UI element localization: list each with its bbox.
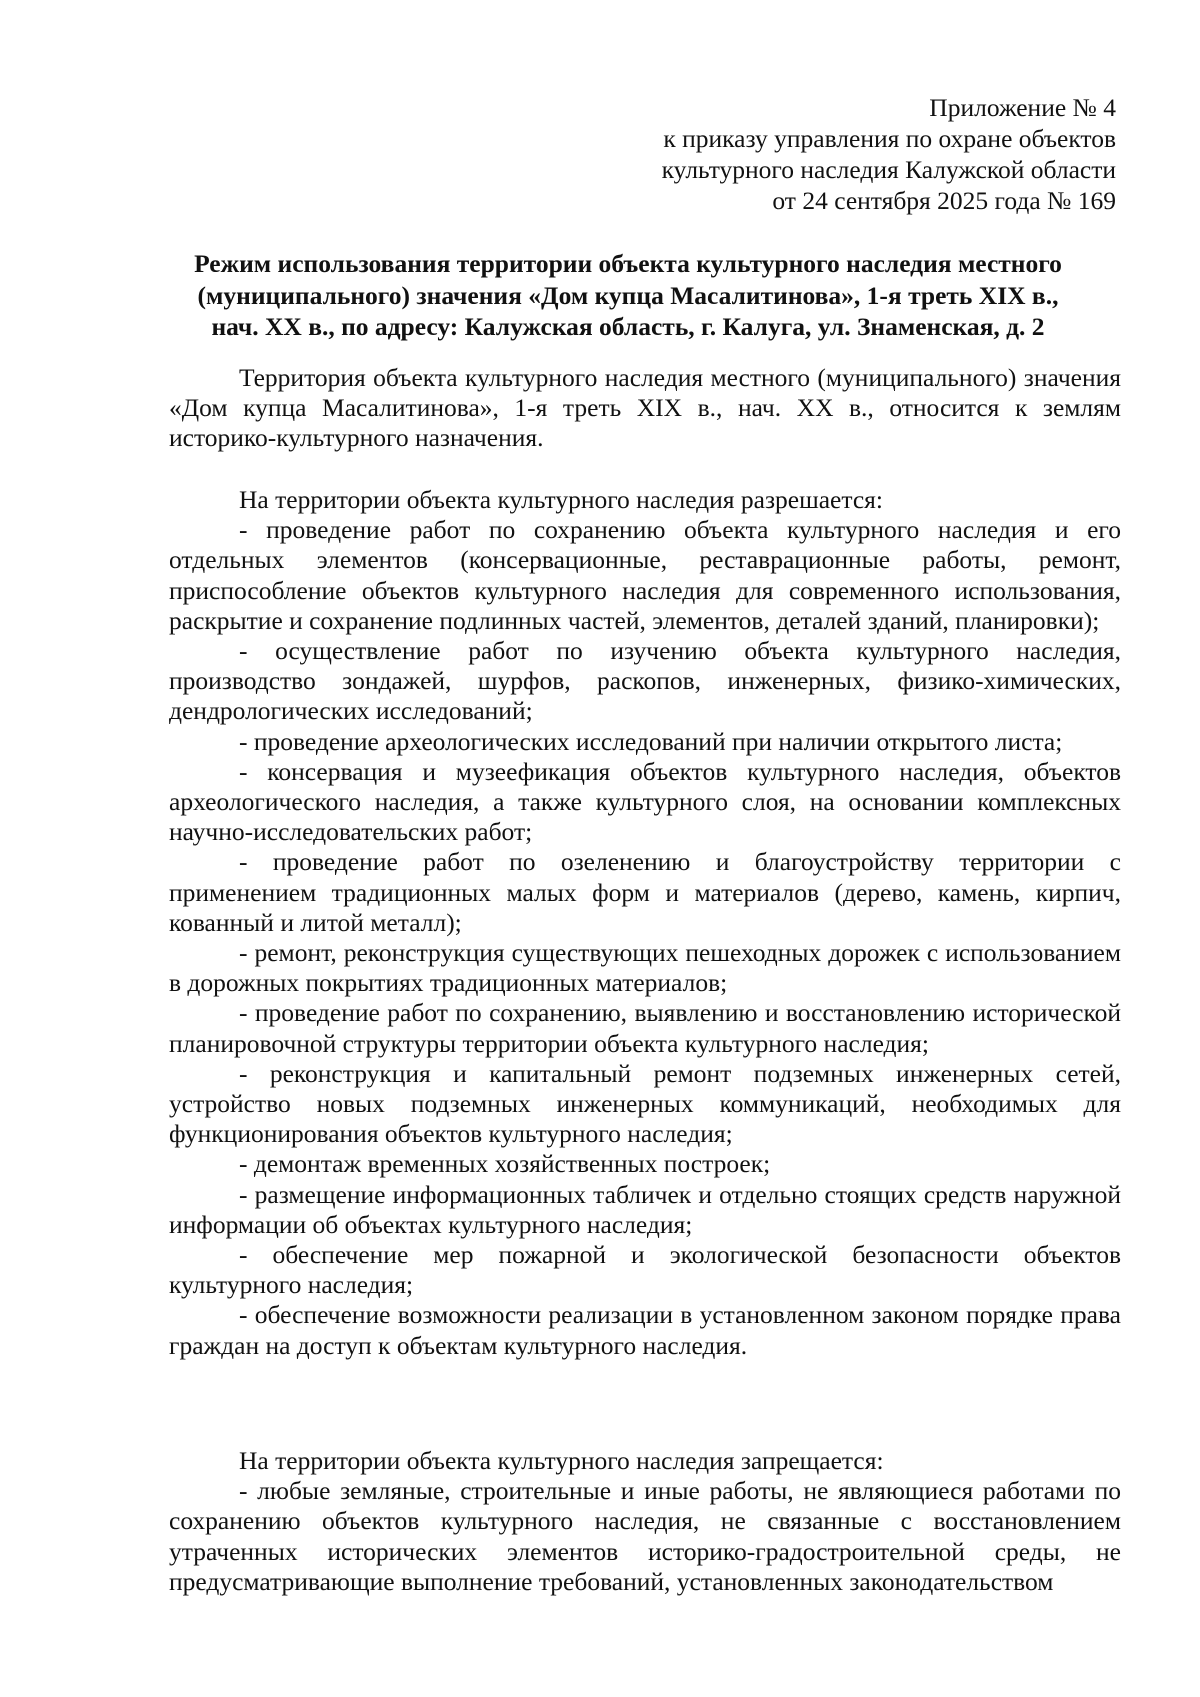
- appendix-header: [556, 92, 1116, 216]
- allowed-item: - проведение археологических исследований при наличии открытого листа;: [239, 726, 1063, 756]
- title-line-2: (муниципального) значения «Дом купца Масалитинова», 1-я треть XIX в.,: [197, 280, 1059, 310]
- appendix-authority-line: культурного наследия Калужской области: [661, 155, 1116, 184]
- allowed-item: - реконструкция и капитальный ремонт подземных инженерных сетей, устройство новых подземных инженерных коммуникаций, необходимых для функционирования объектов культурного наследия;: [169, 1058, 1121, 1149]
- forbidden-section: [169, 1446, 1121, 1597]
- allowed-item: - осуществление работ по изучению объекта культурного наследия, производство зондажей, шурфов, раскопов, инженерных, физико-химических, дендрологических исследований;: [169, 636, 1121, 726]
- title-line-1: Режим использования территории объекта культурного наследия местного: [194, 249, 1062, 278]
- forbidden-item: - любые земляные, строительные и иные работы, не являющиеся работами по сохранению объектов культурного наследия, не связанные с восстановлением утраченных исторических элементов историко-градостроительной среды, не предусматривающие выполнение требований, установленных законодательством: [169, 1476, 1121, 1596]
- allowed-heading: На территории объекта культурного наследия разрешается:: [239, 485, 883, 514]
- intro-paragraph: Территория объекта культурного наследия местного (муниципального) значения «Дом купца Масалитинова», 1-я треть XIX в., нач. XX в., относится к землям историко-культурного назначения.: [169, 363, 1121, 453]
- allowed-item: - демонтаж временных хозяйственных построек;: [239, 1149, 771, 1179]
- forbidden-heading: На территории объекта культурного наследия запрещается:: [239, 1446, 884, 1475]
- allowed-item: - размещение информационных табличек и отдельно стоящих средств наружной информации об объектах культурного наследия;: [169, 1179, 1121, 1239]
- allowed-section: [169, 485, 1121, 1361]
- allowed-item: - обеспечение мер пожарной и экологической безопасности объектов культурного наследия;: [169, 1240, 1121, 1300]
- allowed-item: - ремонт, реконструкция существующих пешеходных дорожек с использованием в дорожных покрытиях традиционных материалов;: [169, 938, 1121, 998]
- appendix-order-line: к приказу управления по охране объектов: [663, 124, 1116, 153]
- appendix-date-line: от 24 сентября 2025 года № 169: [772, 186, 1116, 215]
- allowed-item: - консервация и музеефикация объектов культурного наследия, объектов археологического наследия, а также культурного слоя, на основании комплексных научно-исследовательских работ;: [169, 756, 1121, 847]
- allowed-item: - проведение работ по сохранению объекта культурного наследия и его отдельных элементов (консервационные, реставрационные работы, ремонт, приспособление объектов культурного наследия для современного использования, раскрытие и сохранение подлинных частей, элементов, деталей зданий, планировки);: [169, 515, 1121, 635]
- appendix-number: Приложение № 4: [929, 93, 1116, 122]
- allowed-item: - обеспечение возможности реализации в установленном законом порядке права граждан на доступ к объектам культурного наследия.: [169, 1300, 1121, 1360]
- allowed-item: - проведение работ по сохранению, выявлению и восстановлению исторической планировочной структуры территории объекта культурного наследия;: [169, 998, 1121, 1058]
- title-line-3: нач. XX в., по адресу: Калужская область, г. Калуга, ул. Знаменская, д. 2: [211, 312, 1045, 341]
- document-title: [150, 248, 1106, 343]
- intro-section: [169, 363, 1121, 454]
- allowed-item: - проведение работ по озеленению и благоустройству территории с применением традиционных малых форм и материалов (дерево, камень, кирпич, кованный и литой металл);: [169, 847, 1121, 937]
